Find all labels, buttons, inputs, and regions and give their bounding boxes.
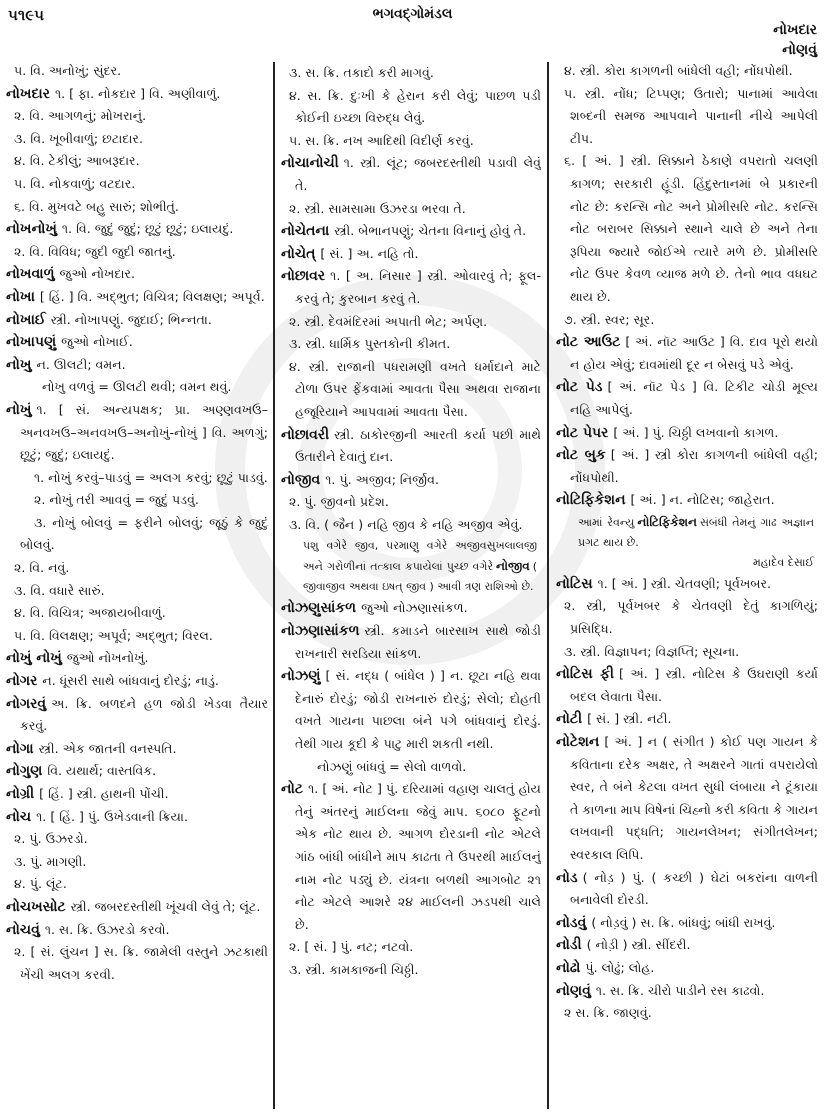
- dictionary-entry: [6, 760, 268, 783]
- definition-text: ૧. સ. ક્રિ. ઉઝરડો કરવો.: [44, 921, 170, 937]
- definition-text: ૫. સ્ત્રી. નોંધ; ટિપ્પણ; ઉતારો; પાનામાં આવેલા શબ્દની સમજ આપવાને પાનાની નીચે આપેલી ટીપ.: [564, 85, 818, 146]
- definition-text: ૧. [ અં. ] સ્ત્રી. ચેતવણી; પૂર્વખબર.: [597, 575, 772, 591]
- definition-text: જુઓ નોઝણાસાંકળ.: [361, 600, 468, 616]
- definition-text: ૧. [ સં. અન્યપક્ષક; પ્રા. અણ્ણવખઉ–અનવખઉ–અનવખઉ–અનોખું-નોખું ] વિ. અળગું; છૂટું; જુદું; ઇલાયદું.: [20, 401, 268, 463]
- headword: નોઢો: [556, 959, 581, 976]
- dictionary-entry: [6, 309, 268, 332]
- definition-text: [ સં. ] અ. નહિ તો.: [320, 245, 419, 261]
- definition-text: જુઓ નોખાઈ.: [61, 334, 133, 350]
- definition-text: [ અં. ] ન ( સંગીત ) કોઈ પણ ગાયન કે કવિતાના દરેક અક્ષર, તે અક્ષરને ગાતાં વપરાયેલો સ્વર, તે બંને કેટલા વખત સુધી લંબાયા ને ટૂંકાયા તે કાળના માપ વિષેનાં ચિહ્નો કરી કવિતા કે ગાયન લખવાની પદ્ધતિ; ગાયનલેખન; સંગીતલેખન; સ્વરકાલ લિપિ.: [570, 734, 818, 862]
- quote-text: પશુ વગેરે જીવ, પરમાણુ વગેરે અજીવ અને ગરોળીનાં તત્કાલ કપાયેલાં પુચ્છ વગેરે: [303, 539, 494, 574]
- entry-line: [6, 128, 268, 151]
- dictionary-entry: [281, 152, 541, 197]
- definition-text: ૩. સ્ત્રી. કામકાજની ચિઠ્ઠી.: [289, 961, 419, 977]
- headword: નોખું નોખું: [6, 650, 62, 667]
- dictionary-column-3: [556, 60, 818, 1113]
- definition-text: ( જીવાજીવ અથવા ઇષત્ જીવ ) આવી ત્રણ રાશિઓ છે.: [303, 560, 537, 594]
- definition-text: [ અં. ] સ્ત્રી. નોટિસ કે ઉઘરાણી કર્યા બદલ લેવાતા પૈસા.: [570, 666, 818, 704]
- guide-word-first: નોખદાર: [773, 22, 817, 38]
- entry-line: [6, 241, 268, 264]
- definition-text: [ હિં. ] સ્ત્રી. હાથની પોંચી.: [39, 786, 169, 801]
- headword: નોટેશન: [556, 734, 600, 751]
- dictionary-entry: [281, 424, 541, 469]
- dictionary-entry: [6, 783, 268, 806]
- entry-line: [556, 309, 818, 332]
- entry-line: [6, 196, 268, 219]
- definition-text: ૨. પું. જીવનો પ્રદેશ.: [289, 494, 389, 510]
- entry-line: [281, 959, 541, 982]
- headword: નોટ આઉટ: [556, 334, 621, 351]
- definition-text: સ્ત્રી. કમાડને બારસાખ સાથે જોડી રાખનારી સરડિયા સાંકળ.: [295, 623, 541, 661]
- definition-text: [ અં. ] ન. નોટિસ; જાહેરાત.: [630, 492, 775, 508]
- headword: નોટિફિકેશન: [637, 514, 697, 529]
- dictionary-entry: [556, 489, 818, 512]
- definition-text: ૧. [ અ. નિસાર ] સ્ત્રી. ઓવારવું તે; ફૂલ-કરવું તે; કુરબાન કરવું તે.: [295, 268, 541, 306]
- definition-text: નોઝણું બાંધવું = સેલો વાળવો.: [317, 758, 467, 774]
- headword: નોચેત્: [281, 245, 316, 262]
- headword: નોટ પેપર: [556, 424, 609, 441]
- dictionary-entry: [281, 243, 541, 266]
- headword: નોટિસ ફી: [556, 666, 615, 683]
- entry-line: [281, 130, 541, 153]
- definition-text: ૩. સ. ક્રિ. તકાદો કરી માગવું.: [289, 65, 434, 80]
- dictionary-entry: [6, 263, 268, 286]
- definition-text: ન. ધૂંસરી સાથે બાંધવાનું દોરડું; નાડું.: [42, 673, 219, 689]
- definition-text: [ હિં. ] વિ. અદ્‌ભુત; વિચિત્ર; વિલક્ષણ; અપૂર્વ.: [39, 288, 265, 304]
- entry-line: [6, 851, 268, 874]
- entry-line: [281, 85, 541, 130]
- entry-line: [556, 595, 818, 640]
- definition-text: ૨ સ. ક્રિ. જાણવું.: [564, 1005, 652, 1021]
- definition-text: [ અં. ] પું. ચિઠ્ઠી લખવાનો કાગળ.: [613, 424, 779, 440]
- dictionary-column-2: [281, 62, 541, 1113]
- dictionary-entry: [6, 331, 268, 354]
- entry-line: [281, 936, 541, 959]
- headword: નોટ બુક: [556, 447, 606, 464]
- headword: નોટિફિકેશન: [556, 492, 626, 509]
- dictionary-entry: [6, 647, 268, 670]
- definition-text: ૧. [ ફા. નોકદાર ] વિ. અણીવાળું.: [54, 85, 221, 101]
- entry-line: [6, 873, 268, 896]
- dictionary-entry: [556, 444, 818, 489]
- definition-text: ૧. [ અં. નોટ ] પું. દરિયામાં વહાણ ચાલતું હોય તેનું અંતરનું માઈલના જેવું માપ. ૬૦૮૦ ફૂટનો એક નોટ થાય છે. આગળ દોરડાની નોટ એટલે ગાંઠ બાંધી બાંધીને માપ કાઢતા તે ઉપરથી માઈલનું નામ નોટ પડ્યું છે. યંત્રના બળથી આગબોટ ૨૧ નોટ એટલે આશરે ૨૪ માઈલની ઝડપથી ચાલે છે.: [295, 781, 541, 932]
- dictionary-entry: [6, 218, 268, 241]
- definition-text: ૩. પું. માગણી.: [14, 853, 87, 869]
- headword: નોખનોખું: [6, 221, 57, 238]
- headword: નોટ: [281, 781, 304, 798]
- entry-line: [281, 333, 541, 356]
- dictionary-entry: [281, 536, 541, 597]
- definition-text: મહાદેવ દેસાઈ: [752, 555, 814, 569]
- column-divider: [273, 62, 275, 1109]
- dictionary-entry: [6, 738, 268, 761]
- definition-text: ૨. સ્ત્રી. દેવમંદિરમાં અપાતી ભેટ; અર્પણ.: [289, 313, 488, 329]
- definition-text: સ્ત્રી. નોખાપણું. જુદાઈ; ભિન્નતા.: [50, 311, 212, 327]
- definition-text: જુઓ નોખદાર.: [59, 266, 135, 282]
- dictionary-entry: [6, 83, 268, 106]
- definition-text: ૫. વિ. અનોખું; સુંદર.: [14, 63, 122, 78]
- dictionary-entry: [556, 912, 818, 935]
- headword: નોગર: [6, 673, 38, 690]
- definition-text: ૪. સ્ત્રી. કોરા કાગળની બાંધેલી વહી; નોંધપોથી.: [564, 63, 793, 78]
- dictionary-entry: [556, 422, 818, 445]
- headword: નોગા: [6, 740, 34, 757]
- definition-text: સ્ત્રી. જબરદસ્તીથી ખૂંચવી લેવું તે; લૂંટ.: [70, 898, 261, 914]
- entry-line: [6, 602, 268, 625]
- entry-line: [6, 467, 268, 490]
- definition-text: ( નોડ઼ ) પું. ( કચ્છી ) ઘેટાં બકરાંના વાળની બનાવેલી દોરડી.: [570, 869, 818, 908]
- definition-text: ૪. સ. ક્રિ. દુઃખી કે હેરાન કરી લેવું; પાછળ પડી કોઈની ઇચ્છા વિરુદ્ધ લેવું.: [289, 87, 541, 126]
- dictionary-column-1: [6, 60, 268, 1113]
- headword: નોખાપણું: [6, 334, 57, 351]
- definition-text: અ. ક્રિ. બળદને હળ જોડી ખેડવા તૈયાર કરવું.: [20, 695, 268, 734]
- entry-line: [6, 489, 268, 512]
- definition-text: ૧. પું. અજીવ; નિર્જીવ.: [325, 471, 439, 487]
- definition-text: ૫. વિ. નોકવાળું; વટદાર.: [14, 175, 136, 191]
- entry-line: [281, 62, 541, 85]
- entry-line: [6, 625, 268, 648]
- entry-line: [281, 756, 541, 779]
- definition-text: ૪. વિ. વિચિત્ર; અજાયબીવાળું.: [14, 605, 166, 621]
- headword: નોગુણ: [6, 763, 43, 780]
- headword: નોડ: [556, 869, 578, 886]
- definition-text: ૨. સ્ત્રી, પૂર્વખબર કે ચેતવણી દેતું કાગળિયું; પ્રસિદ્ધિ.: [564, 598, 818, 637]
- definition-text: ૫. વિ. વિલક્ષણ; અપૂર્વ; અદ્‌ભુત; વિરલ.: [14, 627, 213, 643]
- headword: નોખદાર: [6, 85, 50, 102]
- dictionary-entry: [281, 597, 541, 620]
- headword: નોગરવું: [6, 695, 47, 712]
- headword: નોચેતના: [281, 223, 330, 240]
- dictionary-entry: [556, 512, 818, 553]
- definition-text: ૪. સ્ત્રી. રાજાની પધરામણી વખતે ધર્માદાને માટે ટોળા ઉપર ફેંકવામાં આવતા પૈસા અથવા રાજાના હજૂરિયાને આપવામાં આવતા પૈસા.: [289, 358, 541, 419]
- headword: નોણવું: [556, 982, 591, 999]
- dictionary-entry: [556, 573, 818, 596]
- dictionary-entry: [556, 376, 818, 421]
- entry-line: [6, 376, 268, 399]
- dictionary-entry: [281, 220, 541, 243]
- entry-line: [6, 557, 268, 580]
- definition-text: ( નોડ઼વું ) સ. ક્રિ. બાંધવું; બાંધી રાખવું.: [591, 914, 776, 930]
- entry-line: [281, 198, 541, 221]
- definition-text: [ અં. ] સ્ત્રી કોરા કાગળની બાંધેલી વહી; નોંધપોથી.: [570, 447, 818, 485]
- definition-text: સ્ત્રી. બેભાનપણું; ચેતના વિનાનું હોવું તે.: [334, 223, 527, 239]
- headword: નોચખસોટ: [6, 898, 66, 915]
- quote-text: આમાં રેવન્યુ: [578, 515, 635, 529]
- entry-line: [6, 105, 268, 128]
- entry-line: [6, 941, 268, 986]
- headword: નોગ્રી: [6, 786, 35, 802]
- definition-text: જુઓ નોખનોખું.: [66, 650, 149, 666]
- entry-line: [556, 1002, 818, 1025]
- guide-words: [773, 20, 817, 60]
- definition-text: ૬. [ અં. ] સ્ત્રી. સિક્કાને ઠેકાણે વપરાતો ચલણી કાગળ; સરકારી હૂંડી. હિંદુસ્તાનમાં બે પ્રકારની નોટ છે: કરન્સિ નોટ અને પ્રોમીસરિ નોટ. કરન્સિ નોટ બરાબર સિક્કાને સ્થાને ચાલે છે અને તેના રૂપિયા જ્યારે જોઈએ ત્યારે મળે છે. પ્રોમીસરિ નોટ ઉપર કેવળ વ્યાજ મળે છે. તેનો ભાવ વધઘટ થાય છે.: [564, 153, 818, 304]
- definition-text: સ્ત્રી. ઠાકોરજીની આરતી કર્યા પછી માથે ઉતારીને દેવાતું દાન.: [295, 426, 541, 465]
- entry-line: [556, 60, 818, 83]
- entry-line: [6, 828, 268, 851]
- definition-text: ૨. પું. ઉઝરડો.: [14, 831, 88, 847]
- definition-text: ૧. સ. ક્રિ. ચીરો પાડીને રસ કાઢવો.: [595, 982, 765, 998]
- dictionary-entry: [6, 399, 268, 467]
- entry-line: [6, 150, 268, 173]
- definition-text: ( નોડ઼ી ) સ્ત્રી. સીંદરી.: [586, 937, 691, 953]
- dictionary-entry: [556, 957, 818, 980]
- headword: નોચાનોચી: [281, 155, 339, 172]
- dictionary-entry: [6, 693, 268, 738]
- dictionary-entry: [556, 934, 818, 957]
- entry-line: [6, 580, 268, 603]
- definition-text: ૨. [ સં. ] પું. નટ; નટવો.: [289, 939, 414, 955]
- citation-author: સુખલાલજી: [486, 539, 537, 553]
- definition-text: ૧. વિ. જુદું જુદું; છૂટું છૂટું; ઇલાયદું.: [61, 221, 234, 237]
- definition-text: ૨. સ્ત્રી. સામસામા ઉઝરડા ભરવા તે.: [289, 200, 466, 216]
- definition-text: ૩. વિ. ( જૈન ) નહિ જીવ કે નહિ અજીવ એવું.: [289, 516, 523, 532]
- definition-text: ૧. નોખું કરવું–પાડવું = અલગ કરવું; છૂટું પાડવું.: [34, 469, 268, 485]
- definition-text: વિ. યથાર્થ; વાસ્તવિક.: [47, 763, 157, 779]
- dictionary-entry: [281, 265, 541, 310]
- entry-line: [556, 150, 818, 308]
- dictionary-entry: [281, 778, 541, 936]
- page-number: ૫૧૯૫: [8, 6, 44, 24]
- definition-text: ૧. [ હિં. ] પું. ઉખેડવાની ક્રિયા.: [36, 808, 188, 824]
- dictionary-entry: [281, 665, 541, 755]
- headword: નોઝણુસાંકળ: [281, 600, 357, 617]
- definition-text: [ અં. નૉટ પેડ ] વિ. ટિકીટ ચોડી મૂલ્ય નહિ આપેલું.: [570, 379, 818, 417]
- headword: નોટ પેડ: [556, 379, 603, 396]
- headword: નોઝણું: [281, 668, 321, 685]
- definition-text: [ સં. નદ્ધ ( બાંધેલ ) ] ન. છૂટા નહિ થવા દેનારું દોરડું; જોડી રાખનારું દોરડું; સેલો; દોહતી વખતે ગાયના પાછલા બંને પગે બાંધવાનું દોરડું. તેથી ગાય કૂદી કે પાટુ મારી શકતી નથી.: [295, 668, 541, 752]
- definition-text: ૧. સ્ત્રી. લૂંટ; જબરદસ્તીથી પડાવી લેવું તે.: [295, 155, 541, 193]
- entry-line: [6, 60, 268, 83]
- headword: નોછાવર: [281, 268, 326, 285]
- dictionary-entry: [6, 919, 268, 942]
- definition-text: [ સં. ] સ્ત્રી. નટી.: [587, 711, 672, 727]
- headword: નોચ: [6, 808, 32, 825]
- dictionary-entry: [556, 980, 818, 1003]
- definition-text: ૩. વિ. વધારે સારું.: [14, 582, 105, 598]
- definition-text: [ અં. નૉટ આઉટ ] વિ. દાવ પૂરો થયો ન હોય એવું; દાવમાંથી દૂર ન બેસવું પડે એવું.: [570, 334, 818, 372]
- entry-line: [281, 491, 541, 514]
- dictionary-entry: [556, 708, 818, 731]
- column-divider: [547, 62, 549, 1109]
- headword: નોજીવ: [281, 471, 321, 488]
- definition-text: ૩. વિ. ખૂબીવાળું; છટાદાર.: [14, 130, 143, 146]
- definition-text: ૨. [ સં. લુંચન ] સ. ક્રિ. જામેલી વસ્તુને ઝટકાથી ખેંચી અલગ કરવી.: [14, 944, 268, 982]
- dictionary-entry: [281, 469, 541, 492]
- headword: નોખુ: [6, 356, 32, 373]
- headword: નોખવાળું: [6, 266, 55, 283]
- headword: નોટી: [556, 711, 583, 728]
- dictionary-entry: [6, 354, 268, 377]
- dictionary-entry: [556, 331, 818, 376]
- headword: નોજીવ: [496, 559, 530, 574]
- headword: નોછાવરી: [281, 426, 330, 443]
- dictionary-entry: [556, 867, 818, 912]
- dictionary-entry: [556, 731, 818, 867]
- definition-text: ૩. સ્ત્રી. ધાર્મિક પુસ્તકોની કીમત.: [289, 336, 451, 352]
- entry-line: [556, 83, 818, 151]
- headword: નોખું: [6, 401, 32, 418]
- definition-text: સંબંધી તેમનું ગાઢ અજ્ઞાન પ્રગટ થાય છે.: [578, 515, 815, 549]
- dictionary-entry: [6, 896, 268, 919]
- definition-text: ૩. નોખું બોલવું = ફરીને બોલવું; જૂઠું કે જુદું બોલવું.: [20, 514, 268, 553]
- definition-text: ૨. નોખું તરી આવવું = જુદું પડવું.: [34, 492, 199, 508]
- definition-text: ૪. પું. લૂંટ.: [14, 876, 67, 892]
- entry-line: [6, 173, 268, 196]
- headword: નોડવું: [556, 914, 587, 931]
- entry-line: [281, 311, 541, 334]
- headword: નોટિસ: [556, 575, 593, 592]
- book-title: ભગવદ્ગોમંડલ: [372, 6, 453, 22]
- headword: નોખા: [6, 288, 35, 305]
- definition-text: ૫. સ. ક્રિ. નખ આદિથી વિદીર્ણ કરવું.: [289, 132, 474, 148]
- entry-line: [281, 514, 541, 537]
- dictionary-entry: [556, 663, 818, 708]
- definition-text: ૬. વિ. મુખવટે બહુ સારું; શોભીતું.: [14, 198, 179, 214]
- headword: નોડી: [556, 937, 582, 954]
- entry-line: [281, 356, 541, 424]
- dictionary-entry: [281, 620, 541, 665]
- dictionary-entry: [6, 286, 268, 309]
- entry-line: [556, 553, 818, 573]
- definition-text: નોખુ વળવું = ઊલટી થવી; વમન થવું.: [42, 379, 232, 395]
- guide-word-last: નોણવું: [782, 42, 817, 58]
- dictionary-entry: [6, 806, 268, 829]
- definition-text: ૩. સ્ત્રી. વિજ્ઞાપન; વિજ્ઞપ્તિ; સૂચના.: [564, 643, 740, 659]
- definition-text: ૨. વિ. આગળનું; મોખરાનું.: [14, 108, 147, 124]
- definition-text: સ્ત્રી. એક જાતની વનસ્પતિ.: [38, 740, 177, 756]
- entry-line: [556, 641, 818, 664]
- definition-text: ૪. વિ. ટેકીલું; આબરૂદાર.: [14, 153, 140, 169]
- definition-text: ૭. સ્ત્રી. સ્વર; સૂર.: [564, 311, 655, 327]
- definition-text: ૨. વિ. વિવિધ; જુદી જુદી જાતનું.: [14, 243, 176, 259]
- headword: નોઝણાસાંકળ: [281, 623, 360, 640]
- definition-text: ૨. વિ. નવું.: [14, 560, 70, 576]
- definition-text: પું. લોઢું; લોહ.: [585, 959, 655, 975]
- headword: નોખાઈ: [6, 311, 46, 328]
- dictionary-entry: [6, 670, 268, 693]
- headword: નોચવું: [6, 921, 40, 938]
- definition-text: ન. ઊલટી; વમન.: [36, 356, 126, 372]
- entry-line: [6, 512, 268, 557]
